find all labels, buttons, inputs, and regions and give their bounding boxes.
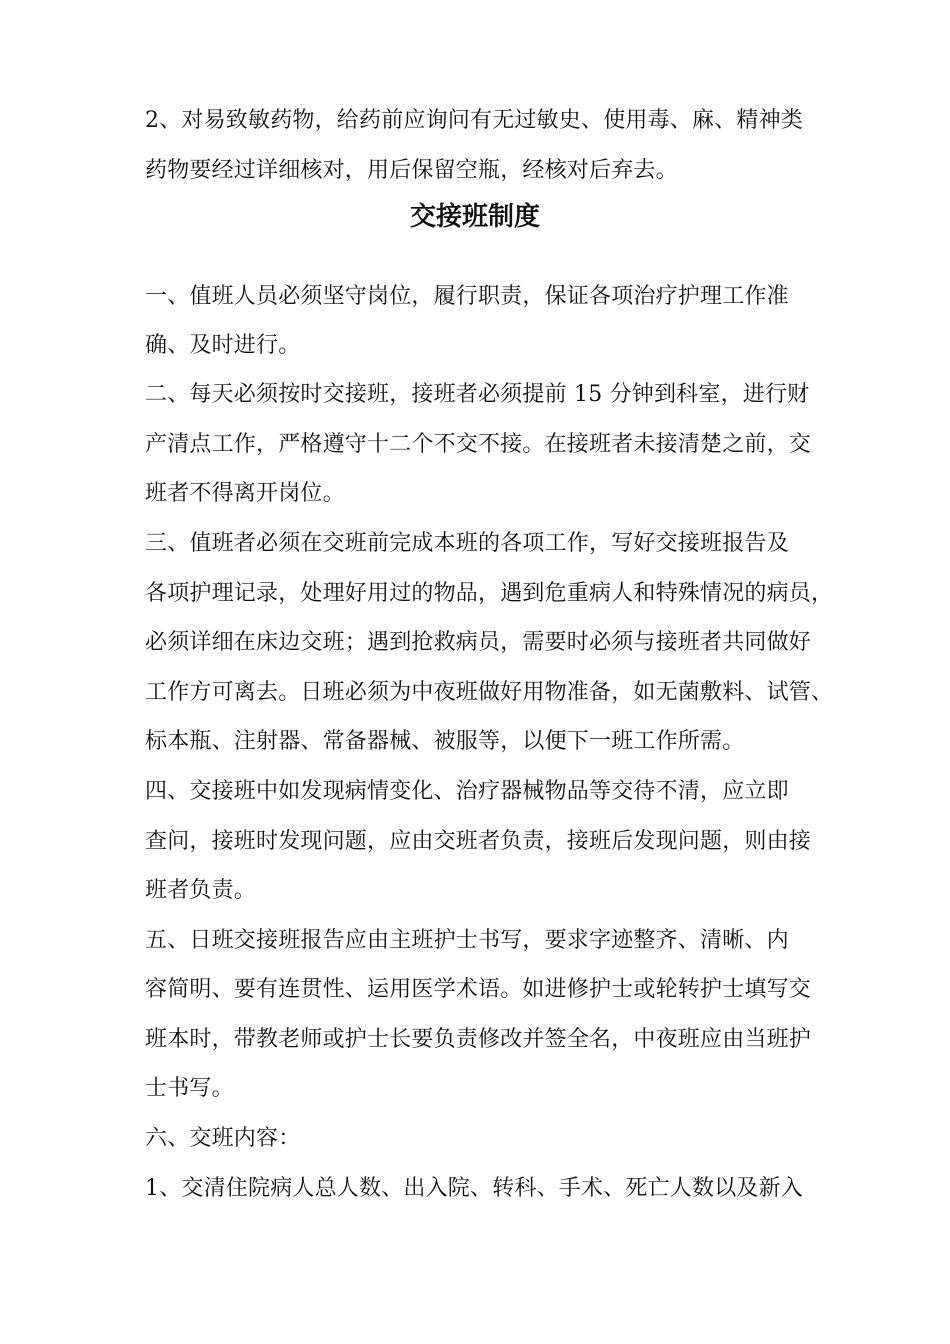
body-line: 1、交清住院病人总人数、出入院、转科、手术、死亡人数以及新入 [145,1176,803,1201]
body-line: 班者不得离开岗位。 [145,481,345,506]
body-line: 产清点工作，严格遵守十二个不交不接。在接班者未接清楚之前，交 [145,432,812,457]
body-line: 各项护理记录，处理好用过的物品，遇到危重病人和特殊情况的病员， [145,581,834,606]
intro-line: 2、对易致敏药物，给药前应询问有无过敏史、使用毒、麻、精神类 [145,108,803,133]
body-line: 容简明、要有连贯性、运用医学术语。如进修护士或轮转护士填写交 [145,977,812,1002]
document-title: 交接班制度 [409,202,540,232]
body-line: 一、值班人员必须坚守岗位，履行职责，保证各项治疗护理工作准 [145,284,789,309]
body-line: 五、日班交接班报告应由主班护士书写，要求字迹整齐、清晰、内 [145,928,789,953]
body-line: 四、交接班中如发现病情变化、治疗器械物品等交待不清，应立即 [145,779,789,804]
body-line: 二、每天必须按时交接班，接班者必须提前 15 分钟到科室，进行财 [145,382,810,407]
body-line: 标本瓶、注射器、常备器械、被服等，以便下一班工作所需。 [145,729,745,754]
body-line: 三、值班者必须在交班前完成本班的各项工作，写好交接班报告及 [145,531,789,556]
body-line: 班者负责。 [145,878,257,903]
body-line: 士书写。 [145,1076,234,1101]
intro-line: 药物要经过详细核对，用后保留空瓶，经核对后弃去。 [145,158,678,183]
body-line: 确、及时进行。 [145,333,301,358]
body-line: 必须详细在床边交班；遇到抢救病员，需要时必须与接班者共同做好 [145,630,812,655]
body-line: 查问，接班时发现问题，应由交班者负责，接班后发现问题，则由接 [145,829,812,854]
body-line: 工作方可离去。日班必须为中夜班做好用物准备，如无菌敷料、试管、 [145,680,834,705]
body-line: 班本时，带教老师或护士长要负责修改并签全名，中夜班应由当班护 [145,1027,812,1052]
body-line: 六、交班内容： [145,1126,301,1151]
